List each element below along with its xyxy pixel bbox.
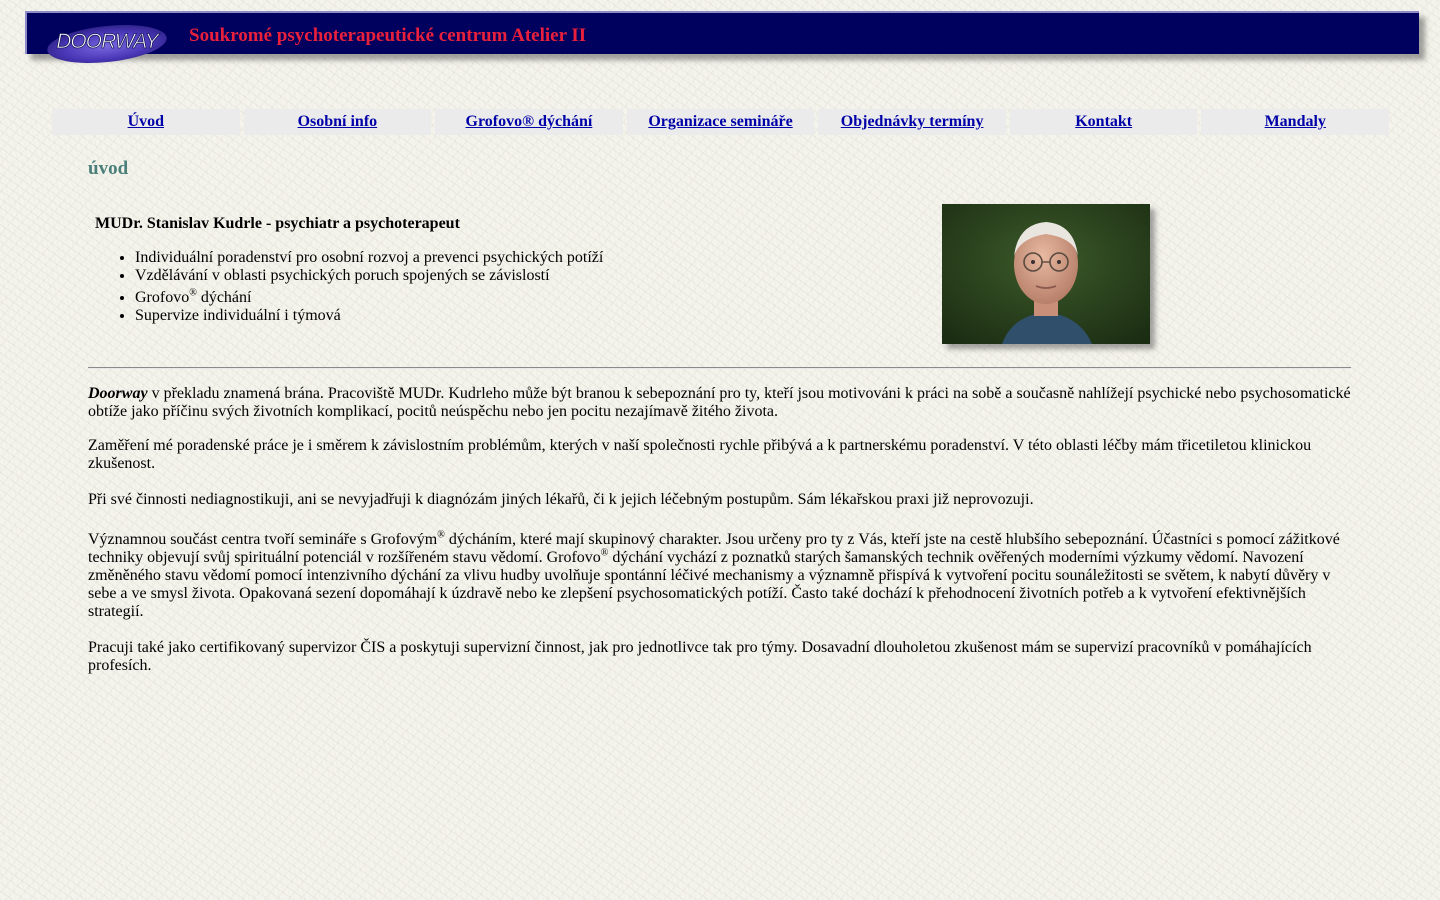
- list-item-text: Grofovo: [135, 289, 190, 306]
- paragraph-doorway: [88, 385, 1354, 421]
- list-item: • Supervize individuální i týmová: [135, 307, 603, 325]
- list-item-text: dýchání: [196, 289, 252, 306]
- nav-item-mandaly[interactable]: Mandaly: [1201, 109, 1389, 135]
- doctor-portrait-photo: [942, 204, 1150, 344]
- content-divider: [88, 367, 1351, 369]
- nav-item-organizace-seminare[interactable]: Organizace semináře: [627, 109, 815, 135]
- services-list: [95, 249, 603, 325]
- logo-text: DOORWAY: [56, 30, 158, 53]
- nav-item-kontakt[interactable]: Kontakt: [1010, 109, 1198, 135]
- paragraph-practice: Při své činnosti nediagnostikuji, ani se nevyjadřuji k diagnózám jiných lékařů, či k jejich léčebným postupům. Sám lékařskou praxi již neprovozuji.: [88, 491, 1034, 508]
- nav-item-uvod[interactable]: Úvod: [52, 109, 240, 135]
- paragraph-text: v překladu znamená brána. Pracoviště MUDr. Kudrleho může být branou k sebepoznání pro ty, kteří jsou motivováni k práci na sobě a současně nahlížejí psychické nebo psychosomatické obtíže jako příčinu svých životních komplikací, pocitů neúspěchu nebo jen pocitu nezajímavě žitého života.: [88, 385, 1351, 420]
- list-item: • Vzdělávání v oblasti psychických poruch spojených se závislostí: [135, 267, 603, 285]
- page-title: úvod: [88, 158, 129, 179]
- main-navigation: [52, 109, 1389, 135]
- paragraph-focus: Zaměření mé poradenské práce je i směrem k závislostním problémům, kterých v naší společnosti rychle přibývá a k partnerskému poradenství. V této oblasti léčby mám třicetiletou klinickou zkušenost.: [88, 437, 1312, 472]
- registered-mark: ®: [189, 287, 197, 299]
- doctor-name: MUDr. Stanislav Kudrle - psychiatr a psychoterapeut: [95, 215, 460, 232]
- registered-mark: ®: [600, 547, 609, 559]
- main-content: [88, 385, 1354, 675]
- paragraph-seminars: [88, 531, 1354, 621]
- doorway-logo[interactable]: [45, 16, 173, 64]
- site-header: [25, 11, 1419, 54]
- nav-item-objednavky-terminy[interactable]: Objednávky termíny: [818, 109, 1006, 135]
- list-item: • Individuální poradenství pro osobní rozvoj a prevenci psychických potíží: [135, 249, 603, 267]
- nav-item-grofovo-dychani[interactable]: Grofovo® dýchání: [435, 109, 623, 135]
- registered-mark: ®: [437, 529, 445, 541]
- paragraph-text: dýchání vychází z poznatků starých šamanských technik ověřených moderními výzkumy vědomí. Navození změněného stavu vědomí pomocí intenzivního dýchání za vlivu hudby uvolňuje spontánní léčivé mechanismy a významně přispívá k vytvoření pocitu sounáležitosti se světem, k nabytí důvěry v sebe a ve smysl života. Opakovaná sezení dopomáhají k úzdravě nebo ke zlepšení psychosomatických potíží. Často také dochází k přehodnocení životních potřeb a k vytvoření efektivnějších strategií.: [88, 549, 1331, 620]
- paragraph-supervision: Pracuji také jako certifikovaný supervizor ČIS a poskytuji supervizní činnost, jak pro jednotlivce tak pro týmy. Dosavadní dlouholetou zkušenost mám se supervizí pracovníků v pomáhajících profesích.: [88, 639, 1312, 674]
- paragraph-text: dýcháním, které mají skupinový charakter. Jsou určeny pro ty z Vás, kteří jste na cestě hlubšího sebepoznání. Účastníci s pomocí zážitkové techniky objevují svůj spirituální potenciál v rozšířeném stavu vědomí. Grofovo: [88, 531, 1340, 566]
- doorway-emphasis: Doorway: [88, 385, 148, 402]
- nav-item-osobni-info[interactable]: Osobní info: [244, 109, 432, 135]
- paragraph-text: Významnou součást centra tvoří semináře s Grofovým: [88, 531, 438, 548]
- list-item: [135, 289, 603, 307]
- site-title: Soukromé psychoterapeutické centrum Atelier II: [189, 25, 587, 46]
